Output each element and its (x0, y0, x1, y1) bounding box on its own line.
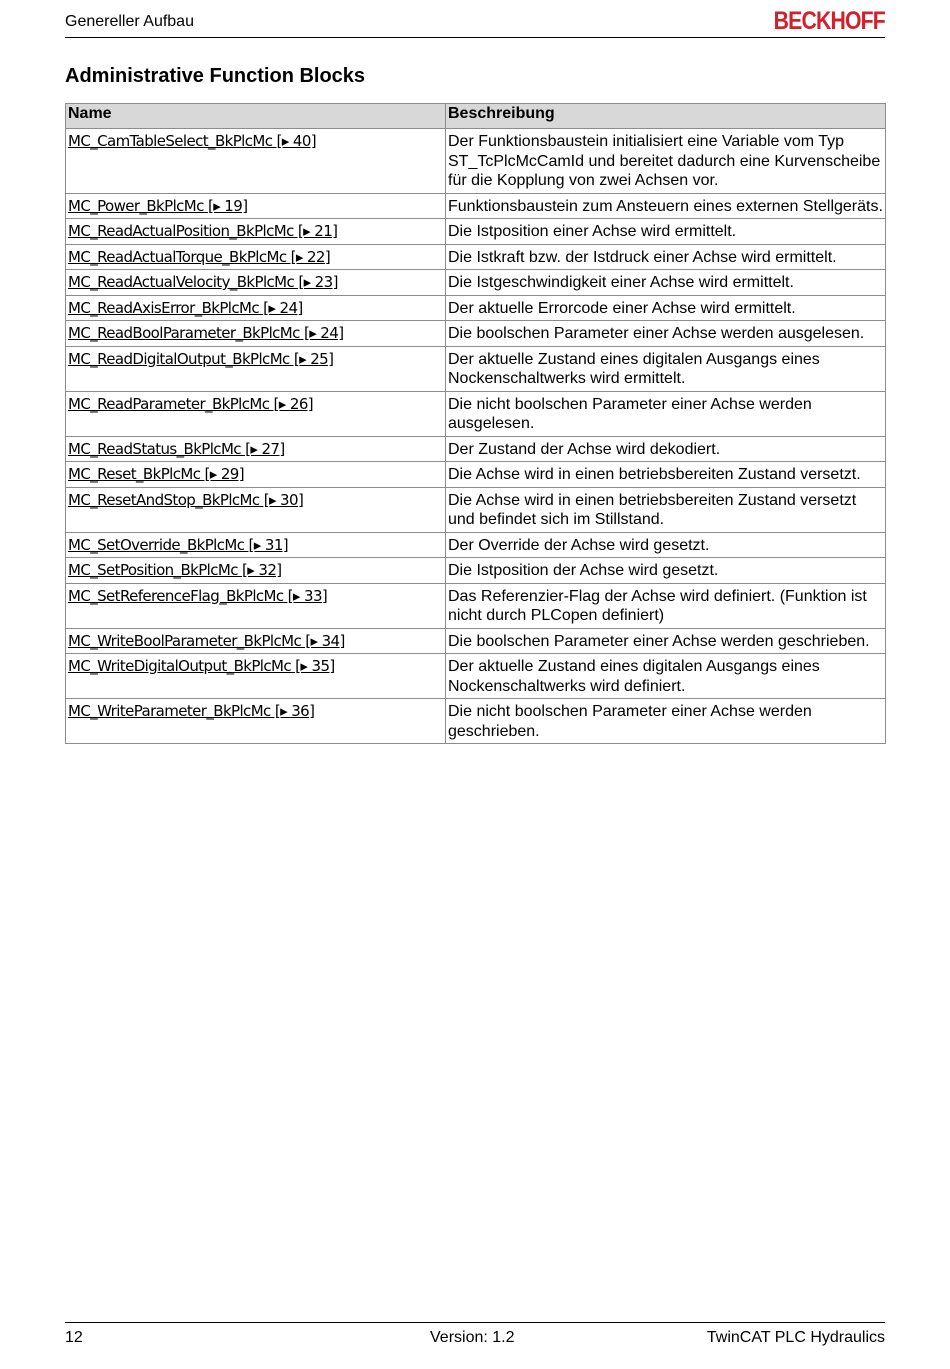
function-block-name-cell (66, 129, 446, 194)
table-row (66, 654, 886, 699)
table-row (66, 193, 886, 219)
function-block-link[interactable]: MC_ResetAndStop_BkPlcMc [▸ 30] (68, 490, 304, 509)
function-block-description: Die Achse wird in einen betriebsbereiten Zustand versetzt. (446, 462, 886, 488)
table-row (66, 346, 886, 391)
function-block-link[interactable]: MC_ReadDigitalOutput_BkPlcMc [▸ 25] (68, 349, 334, 368)
function-block-link[interactable]: MC_WriteBoolParameter_BkPlcMc [▸ 34] (68, 631, 345, 650)
document-version: Version: 1.2 (430, 1329, 515, 1346)
function-block-name-cell (66, 219, 446, 245)
page-number: 12 (65, 1329, 83, 1346)
beckhoff-logo: BECKHOFF (773, 7, 885, 35)
function-block-link[interactable]: MC_ReadActualVelocity_BkPlcMc [▸ 23] (68, 273, 338, 291)
function-block-table (65, 103, 886, 744)
page-header (65, 7, 885, 38)
table-row (66, 129, 886, 194)
table-row (66, 628, 886, 654)
function-block-link[interactable]: MC_Reset_BkPlcMc [▸ 29] (68, 465, 245, 483)
table-row (66, 487, 886, 532)
function-block-link[interactable]: MC_ReadBoolParameter_BkPlcMc [▸ 24] (68, 324, 344, 342)
function-block-name-cell (66, 628, 446, 654)
section-title: Administrative Function Blocks (65, 65, 366, 87)
function-block-description: Die Istkraft bzw. der Istdruck einer Achse wird ermittelt. (446, 244, 886, 270)
function-block-description: Der aktuelle Zustand eines digitalen Ausgangs eines Nockenschaltwerks wird definiert. (446, 654, 886, 699)
table-row (66, 391, 886, 436)
table-row (66, 270, 886, 296)
function-block-description: Die nicht boolschen Parameter einer Achse werden ausgelesen. (446, 391, 886, 436)
column-header-name: Name (66, 104, 446, 129)
function-block-name-cell (66, 583, 446, 628)
function-block-description: Der Zustand der Achse wird dekodiert. (446, 436, 886, 462)
table-row (66, 462, 886, 488)
table-row (66, 436, 886, 462)
function-block-description: Die boolschen Parameter einer Achse werden geschrieben. (446, 628, 886, 654)
table-row (66, 699, 886, 744)
function-block-name-cell (66, 487, 446, 532)
function-block-link[interactable]: MC_ReadActualTorque_BkPlcMc [▸ 22] (68, 247, 331, 266)
function-block-link[interactable]: MC_SetOverride_BkPlcMc [▸ 31] (68, 535, 289, 554)
table-row (66, 558, 886, 584)
table-row (66, 583, 886, 628)
function-block-description: Der Funktionsbaustein initialisiert eine Variable vom Typ ST_TcPlcMcCamId und bereitet dadurch eine Kurvenscheibe für die Kopplung von zwei Achsen vor. (446, 129, 886, 194)
function-block-description: Die nicht boolschen Parameter einer Achse werden geschrieben. (446, 699, 886, 744)
function-block-name-cell (66, 244, 446, 270)
function-block-description: Der aktuelle Errorcode einer Achse wird ermittelt. (446, 295, 886, 321)
function-block-link[interactable]: MC_ReadStatus_BkPlcMc [▸ 27] (68, 439, 285, 458)
function-block-name-cell (66, 391, 446, 436)
function-block-name-cell (66, 654, 446, 699)
table-row (66, 244, 886, 270)
function-block-description: Die boolschen Parameter einer Achse werden ausgelesen. (446, 321, 886, 347)
function-block-name-cell (66, 321, 446, 347)
page-footer (65, 1322, 885, 1353)
function-block-description: Die Istposition einer Achse wird ermittelt. (446, 219, 886, 245)
function-block-description: Funktionsbaustein zum Ansteuern eines externen Stellgeräts. (446, 193, 886, 219)
function-block-description: Die Achse wird in einen betriebsbereiten Zustand versetzt und befindet sich im Stillstand. (446, 487, 886, 532)
function-block-name-cell (66, 193, 446, 219)
function-block-link[interactable]: MC_ReadAxisError_BkPlcMc [▸ 24] (68, 298, 303, 317)
function-block-description: Der Override der Achse wird gesetzt. (446, 532, 886, 558)
product-name: TwinCAT PLC Hydraulics (706, 1329, 885, 1346)
function-block-link[interactable]: MC_SetReferenceFlag_BkPlcMc [▸ 33] (68, 586, 328, 605)
function-block-link[interactable]: MC_ReadActualPosition_BkPlcMc [▸ 21] (68, 222, 338, 240)
function-block-description: Die Istposition der Achse wird gesetzt. (446, 558, 886, 584)
function-block-name-cell (66, 558, 446, 584)
function-block-name-cell (66, 436, 446, 462)
function-block-description: Der aktuelle Zustand eines digitalen Ausgangs eines Nockenschaltwerks wird ermittelt. (446, 346, 886, 391)
function-block-name-cell (66, 699, 446, 744)
table-row (66, 321, 886, 347)
header-title: Genereller Aufbau (65, 13, 194, 30)
table-row (66, 295, 886, 321)
column-header-description: Beschreibung (446, 104, 886, 129)
table-row (66, 532, 886, 558)
function-block-name-cell (66, 346, 446, 391)
function-block-link[interactable]: MC_CamTableSelect_BkPlcMc [▸ 40] (68, 132, 317, 150)
table-header-row (66, 104, 886, 129)
function-block-name-cell (66, 532, 446, 558)
function-block-description: Die Istgeschwindigkeit einer Achse wird ermittelt. (446, 270, 886, 296)
function-block-name-cell (66, 295, 446, 321)
function-block-name-cell (66, 462, 446, 488)
function-block-link[interactable]: MC_WriteDigitalOutput_BkPlcMc [▸ 35] (68, 657, 335, 675)
function-block-link[interactable]: MC_ReadParameter_BkPlcMc [▸ 26] (68, 394, 314, 413)
function-block-name-cell (66, 270, 446, 296)
function-block-link[interactable]: MC_SetPosition_BkPlcMc [▸ 32] (68, 561, 282, 579)
function-block-link[interactable]: MC_Power_BkPlcMc [▸ 19] (68, 196, 248, 215)
function-block-link[interactable]: MC_WriteParameter_BkPlcMc [▸ 36] (68, 702, 315, 720)
table-row (66, 219, 886, 245)
function-block-description: Das Referenzier-Flag der Achse wird definiert. (Funktion ist nicht durch PLCopen definiert) (446, 583, 886, 628)
